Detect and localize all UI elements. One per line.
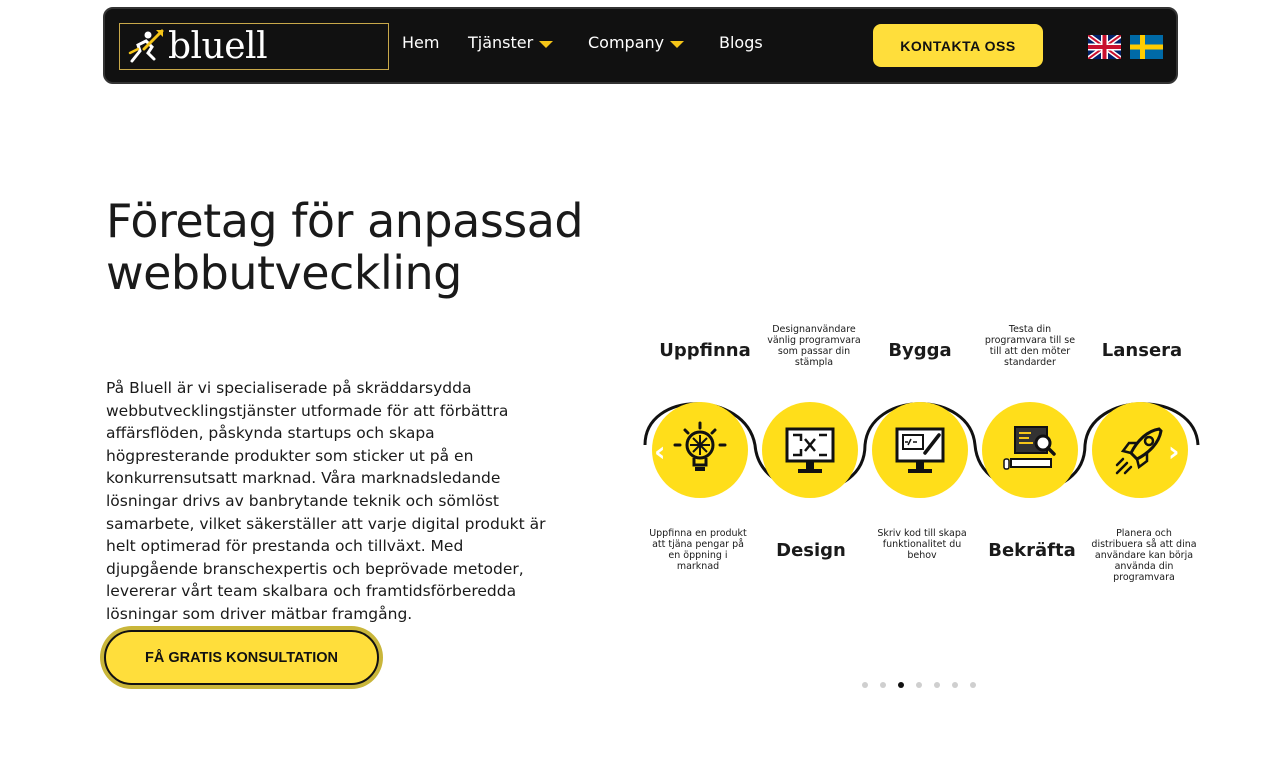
code-monitor-icon [891,421,949,479]
caret-down-icon [670,41,684,48]
carousel-dot[interactable] [970,682,976,688]
step-desc-lansera: Planera och distribuera så att dina användare kan börja använda din programvara [1091,528,1197,583]
process-carousel [640,310,1200,590]
step-desc-bekrafta: Testa din programvara till se till att den möter standarder [984,324,1076,368]
rocket-icon [1111,421,1169,479]
nav-item-blogs[interactable] [719,33,763,52]
step-circle-bygga[interactable] [872,402,968,498]
step-desc-design: Designanvändare vänlig programvara som passar din stämpla [767,324,861,368]
chevron-right-icon[interactable]: › [1168,435,1180,468]
carousel-pagination [862,682,976,688]
nav-label: Blogs [719,33,763,52]
contact-button[interactable]: KONTAKTA OSS [873,24,1043,67]
runner-logo-icon [126,27,166,67]
brand-name: bluell [168,25,268,67]
step-title-bygga: Bygga [888,340,952,361]
carousel-dot[interactable] [916,682,922,688]
sweden-flag-icon[interactable] [1130,35,1163,59]
carousel-dot-active[interactable] [898,682,904,688]
top-navbar [103,7,1178,84]
nav-label: Company [588,33,665,52]
step-circle-design[interactable] [762,402,858,498]
carousel-dot[interactable] [862,682,868,688]
testing-desktop-icon [1001,421,1059,479]
step-title-design: Design [776,540,846,561]
step-title-uppfinna: Uppfinna [659,340,751,361]
free-consultation-button[interactable]: FÅ GRATIS KONSULTATION [104,630,379,685]
step-circle-uppfinna[interactable] [652,402,748,498]
brand-logo[interactable] [119,23,389,70]
uk-flag-icon[interactable] [1088,35,1121,59]
step-circle-bekrafta[interactable] [982,402,1078,498]
nav-label: Tjänster [468,33,534,52]
nav-item-hem[interactable] [402,33,439,52]
carousel-dot[interactable] [880,682,886,688]
hero-description: På Bluell är vi specialiserade på skräddarsydda webbutvecklingstjänster utformade för att förbättra affärsflöden, påskynda startups och skapa högpresterande produkter som sticker ut på en konkurrensutsatt marknad. Våra marknadsledande lösningar drivs av banbrytande teknik och sömlöst samarbete, vilket säkerställer att varje digital produkt är helt optimerad för prestanda och tillväxt. Med djupgående branschexpertis och beprövade metoder, levererar vårt team skalbara och framtidsförberedda lösningar som driver mätbar framgång. [106,379,546,623]
design-monitor-icon [781,421,839,479]
chevron-left-icon[interactable]: ‹ [654,435,666,468]
step-desc-uppfinna: Uppfinna en produkt att tjäna pengar på en öppning i marknad [649,528,747,572]
nav-item-company[interactable] [588,33,684,52]
carousel-dot[interactable] [934,682,940,688]
carousel-dot[interactable] [952,682,958,688]
lightbulb-icon [671,421,729,479]
caret-down-icon [539,41,553,48]
hero-cta-wrapper [100,626,383,689]
nav-item-tjanster[interactable] [468,33,553,52]
nav-label: Hem [402,33,440,52]
hero-title: Företag för anpassad webbutveckling [106,194,584,300]
step-desc-bygga: Skriv kod till skapa funktionalitet du behov [877,528,967,561]
step-title-bekrafta: Bekräfta [988,540,1076,561]
step-title-lansera: Lansera [1101,340,1183,361]
